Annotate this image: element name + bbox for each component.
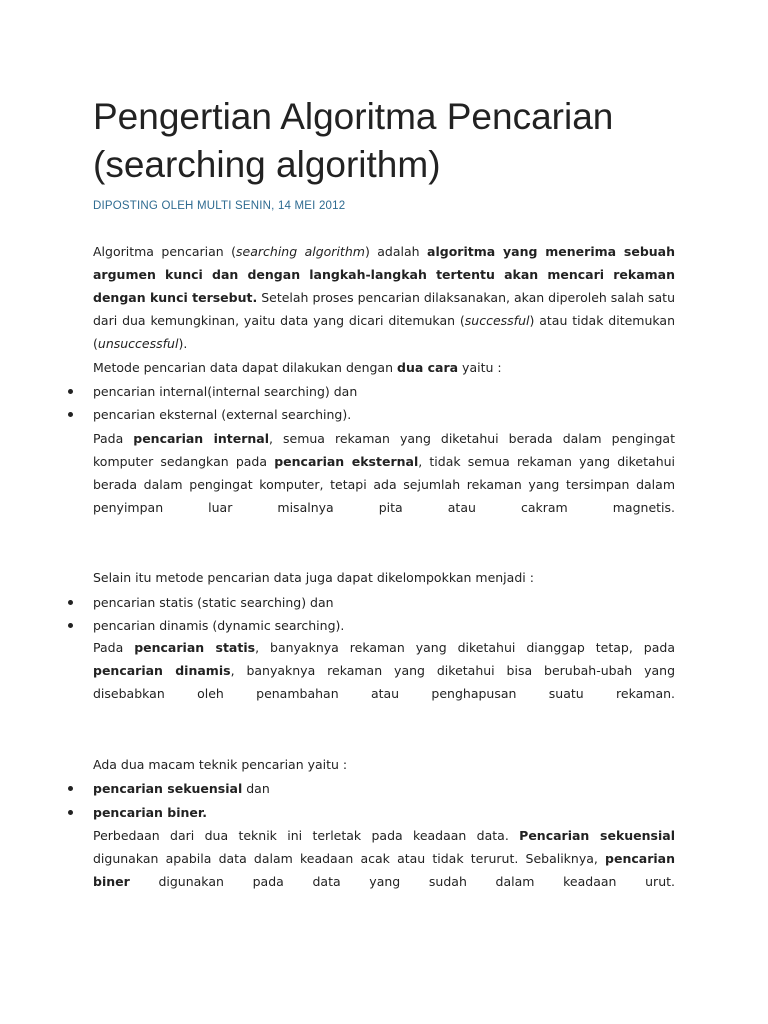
bullet-icon (68, 412, 73, 417)
paragraph-methods: Metode pencarian data dapat dilakukan dengan dua cara yaitu : (93, 360, 502, 375)
list-item: pencarian eksternal (external searching). (93, 407, 352, 422)
list-item: pencarian sekuensial dan (93, 781, 270, 796)
list-item: pencarian statis (static searching) dan (93, 595, 334, 610)
list-item: pencarian internal(internal searching) dan (93, 384, 358, 399)
bullet-icon (68, 786, 73, 791)
bullet-icon (68, 810, 73, 815)
paragraph-internal-external: Pada pencarian internal, semua rekaman yang diketahui berada dalam pengingat komputer sedangkan pada pencarian eksternal, tidak semua rekaman yang diketahui berada dalam pengingat komputer, tetapi ada sejumlah rekaman yang tersimpan dalam penyimpan luar misalnya pita atau cakram magnetis. (93, 431, 676, 515)
title-line-2: (searching algorithm) (93, 144, 441, 185)
post-meta[interactable]: DIPOSTING OLEH MULTI SENIN, 14 MEI 2012 (93, 200, 346, 212)
bullet-icon (68, 389, 73, 394)
list-item: pencarian biner. (93, 805, 208, 820)
paragraph-sequential-binary: Perbedaan dari dua teknik ini terletak pada keadaan data. Pencarian sekuensial digunakan apabila data dalam keadaan acak atau tidak terurut. Sebaliknya, pencarian biner digunakan pada data yang sudah dalam keadaan urut. (93, 828, 675, 889)
title-line-1: Pengertian Algoritma Pencarian (93, 96, 614, 137)
paragraph-grouping: Selain itu metode pencarian data juga dapat dikelompokkan menjadi : (93, 570, 534, 585)
paragraph-static-dynamic: Pada pencarian statis, banyaknya rekaman yang diketahui dianggap tetap, pada pencarian dinamis, banyaknya rekaman yang diketahui bisa berubah-ubah yang disebabkan oleh penambahan atau penghapusan suatu rekaman. (93, 640, 676, 701)
bullet-icon (68, 623, 73, 628)
paragraph-definition: Algoritma pencarian (searching algorithm) adalah algoritma yang menerima sebuah argumen kunci dan dengan langkah-langkah tertentu akan mencari rekaman dengan kunci tersebut. Setelah proses pencarian dilaksanakan, akan diperoleh salah satu dari dua kemungkinan, yaitu data yang dicari ditemukan (successful) atau tidak ditemukan (unsuccessful). (93, 244, 676, 351)
page-title (93, 93, 733, 189)
paragraph-techniques: Ada dua macam teknik pencarian yaitu : (93, 757, 348, 772)
bullet-icon (68, 600, 73, 605)
list-item: pencarian dinamis (dynamic searching). (93, 618, 345, 633)
